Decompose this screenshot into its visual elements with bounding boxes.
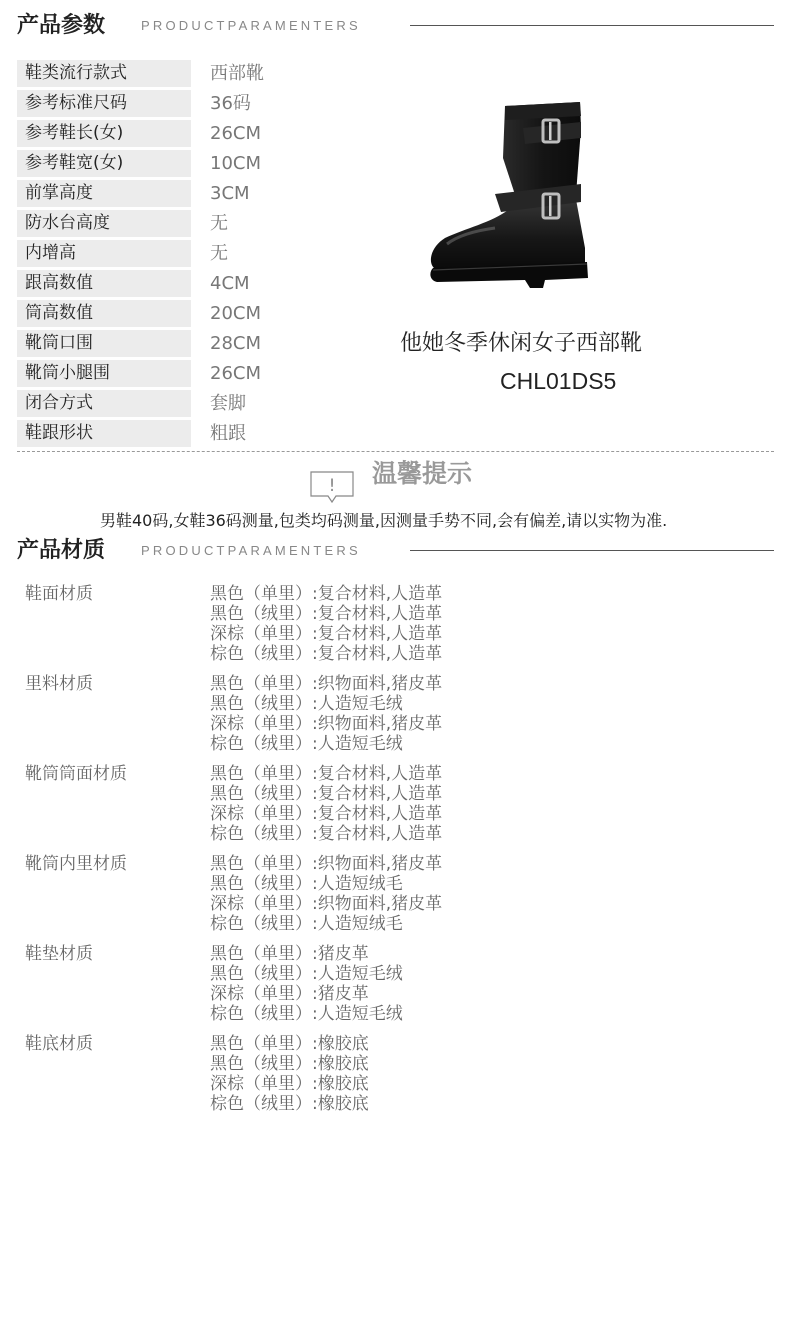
param-label: 参考标准尺码	[17, 90, 191, 117]
param-value: 粗跟	[210, 423, 246, 444]
param-value: 西部靴	[210, 63, 264, 84]
material-line: 深棕（单里）:织物面料,猪皮革	[210, 894, 443, 914]
param-label: 鞋类流行款式	[17, 60, 191, 87]
material-lines	[210, 854, 442, 934]
param-label: 前掌高度	[17, 180, 191, 207]
param-label: 防水台高度	[17, 210, 191, 237]
param-value: 3CM	[210, 183, 250, 204]
material-line: 黑色（单里）:织物面料,猪皮革	[210, 854, 443, 874]
param-label: 跟高数值	[17, 270, 191, 297]
tip-icon-glyph: !	[328, 476, 336, 496]
material-line: 黑色（绒里）:人造短毛绒	[210, 964, 403, 984]
material-lines	[210, 944, 403, 1024]
material-section-header	[17, 536, 774, 566]
material-label: 里料材质	[25, 674, 93, 694]
material-line: 棕色（绒里）:橡胶底	[210, 1094, 369, 1114]
material-label: 靴筒筒面材质	[25, 764, 127, 784]
material-line: 棕色（绒里）:人造短绒毛	[210, 914, 403, 934]
material-line: 黑色（单里）:织物面料,猪皮革	[210, 674, 443, 694]
param-value: 36码	[210, 93, 251, 114]
material-line: 深棕（单里）:复合材料,人造革	[210, 804, 443, 824]
param-row	[17, 390, 317, 420]
param-row	[17, 240, 317, 270]
param-row	[17, 360, 317, 390]
material-label: 鞋垫材质	[25, 944, 93, 964]
material-label: 靴筒内里材质	[25, 854, 127, 874]
tip-divider	[17, 451, 774, 452]
material-label: 鞋面材质	[25, 584, 93, 604]
params-section-header	[17, 11, 774, 41]
param-label: 内增高	[17, 240, 191, 267]
material-section-title: 产品材质	[17, 538, 106, 563]
param-row	[17, 420, 317, 450]
params-section-subtitle: PRODUCTPARAMENTERS	[141, 18, 361, 33]
param-label: 筒高数值	[17, 300, 191, 327]
params-section-rule	[410, 25, 774, 26]
material-lines	[210, 764, 442, 844]
params-section-title: 产品参数	[17, 13, 106, 38]
boot-image	[425, 98, 595, 292]
param-value: 26CM	[210, 123, 262, 144]
material-line: 深棕（单里）:橡胶底	[210, 1074, 369, 1094]
param-label: 参考鞋宽(女)	[17, 150, 191, 177]
material-line: 棕色（绒里）:复合材料,人造革	[210, 824, 443, 844]
material-line: 黑色（绒里）:橡胶底	[210, 1054, 369, 1074]
material-line: 黑色（绒里）:复合材料,人造革	[210, 784, 443, 804]
material-section-subtitle: PRODUCTPARAMENTERS	[141, 543, 361, 558]
param-row	[17, 300, 317, 330]
param-value: 4CM	[210, 273, 250, 294]
product-name: 他她冬季休闲女子西部靴	[400, 331, 643, 356]
speech-bubble-icon	[309, 470, 355, 504]
param-value: 10CM	[210, 153, 262, 174]
tip-title: 温馨提示	[372, 459, 473, 488]
param-label: 靴筒口围	[17, 330, 191, 357]
param-row	[17, 120, 317, 150]
material-lines	[210, 1034, 369, 1114]
material-line: 深棕（单里）:织物面料,猪皮革	[210, 714, 443, 734]
param-label: 鞋跟形状	[17, 420, 191, 447]
param-value: 26CM	[210, 363, 262, 384]
material-line: 深棕（单里）:复合材料,人造革	[210, 624, 443, 644]
material-line: 棕色（绒里）:人造短毛绒	[210, 734, 403, 754]
material-line: 黑色（绒里）:人造短毛绒	[210, 694, 403, 714]
material-line: 棕色（绒里）:复合材料,人造革	[210, 644, 443, 664]
param-row	[17, 150, 317, 180]
material-lines	[210, 584, 442, 664]
material-label: 鞋底材质	[25, 1034, 93, 1054]
product-code: CHL01DS5	[500, 368, 617, 394]
material-line: 黑色（单里）:猪皮革	[210, 944, 369, 964]
material-line: 黑色（绒里）:复合材料,人造革	[210, 604, 443, 624]
param-label: 闭合方式	[17, 390, 191, 417]
param-value: 套脚	[210, 393, 246, 414]
param-value: 28CM	[210, 333, 262, 354]
param-row	[17, 270, 317, 300]
param-row	[17, 330, 317, 360]
param-value: 无	[210, 243, 228, 264]
param-row	[17, 180, 317, 210]
param-row	[17, 60, 317, 90]
material-section-rule	[410, 550, 774, 551]
material-line: 黑色（单里）:复合材料,人造革	[210, 584, 443, 604]
param-value: 20CM	[210, 303, 262, 324]
param-row	[17, 210, 317, 240]
material-line: 深棕（单里）:猪皮革	[210, 984, 369, 1004]
tip-text: 男鞋40码,女鞋36码测量,包类均码测量,因测量手势不同,会有偏差,请以实物为准.	[100, 511, 668, 530]
material-line: 黑色（单里）:复合材料,人造革	[210, 764, 443, 784]
param-label: 靴筒小腿围	[17, 360, 191, 387]
material-line: 黑色（绒里）:人造短绒毛	[210, 874, 403, 894]
material-line: 黑色（单里）:橡胶底	[210, 1034, 369, 1054]
param-row	[17, 90, 317, 120]
material-lines	[210, 674, 442, 754]
param-value: 无	[210, 213, 228, 234]
param-label: 参考鞋长(女)	[17, 120, 191, 147]
params-table	[17, 60, 317, 450]
material-line: 棕色（绒里）:人造短毛绒	[210, 1004, 403, 1024]
